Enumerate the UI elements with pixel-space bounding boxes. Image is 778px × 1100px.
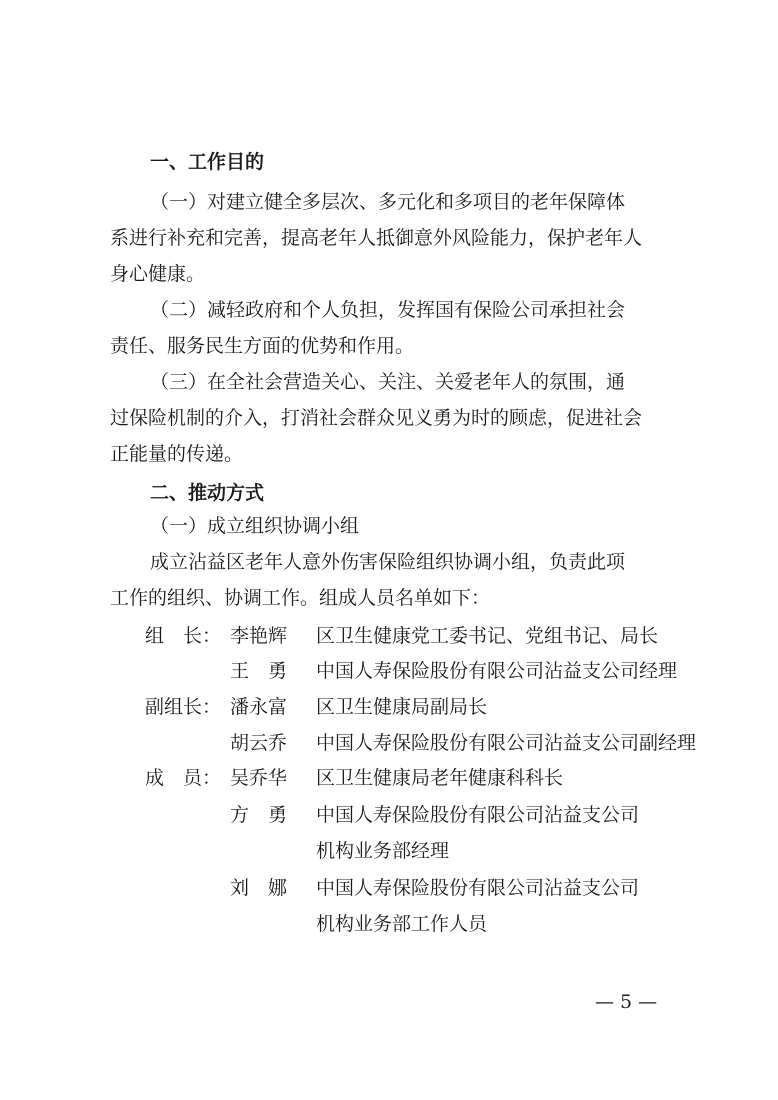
paragraph-line: （一）对建立健全多层次、多元化和多项目的老年保障体: [150, 191, 626, 213]
member-desc: 区卫生健康党工委书记、党组书记、局长: [316, 625, 659, 647]
member-desc: 中国人寿保险股份有限公司沾益支公司: [316, 804, 640, 826]
member-desc: 中国人寿保险股份有限公司沾益支公司经理: [316, 660, 678, 682]
member-role: 成 员：: [145, 767, 222, 789]
member-desc: 中国人寿保险股份有限公司沾益支公司: [316, 877, 640, 899]
section-heading-1: 一、工作目的: [150, 151, 265, 173]
paragraph-3: [110, 364, 686, 472]
member-desc: 区卫生健康局老年健康科科长: [316, 767, 564, 789]
paragraph-line: （二）减轻政府和个人负担，发挥国有保险公司承担社会: [150, 299, 626, 321]
member-name: 吴乔华: [230, 767, 288, 789]
paragraph-line: 责任、服务民生方面的优势和作用。: [110, 335, 415, 357]
member-desc: 中国人寿保险股份有限公司沾益支公司副经理: [316, 732, 697, 754]
paragraph-line: 正能量的传递。: [110, 443, 244, 465]
member-desc: 机构业务部工作人员: [316, 913, 488, 935]
section-heading-2: 二、推动方式: [150, 482, 265, 504]
member-name: 李艳辉: [230, 625, 288, 647]
paragraph-line: 身心健康。: [110, 263, 206, 285]
member-name: 潘永富: [230, 696, 288, 718]
member-role: 组 长：: [145, 625, 222, 647]
member-desc: 机构业务部经理: [316, 840, 450, 862]
intro-paragraph: [110, 544, 686, 616]
paragraph-line: （三）在全社会营造关心、关注、关爱老年人的氛围，通: [150, 371, 626, 393]
member-desc: 区卫生健康局副局长: [316, 696, 488, 718]
paragraph-1: [110, 184, 686, 292]
paragraph-line: 成立沾益区老年人意外伤害保险组织协调小组，负责此项: [150, 551, 626, 573]
paragraph-2: [110, 292, 686, 364]
member-role: 副组长：: [145, 696, 222, 718]
member-name: 王 勇: [230, 660, 288, 682]
member-name: 胡云乔: [230, 732, 288, 754]
paragraph-line: 工作的组织、协调工作。组成人员名单如下：: [110, 587, 491, 609]
page-number: — 5 —: [595, 991, 658, 1013]
paragraph-line: 系进行补充和完善，提高老年人抵御意外风险能力，保护老年人: [110, 227, 643, 249]
member-name: 刘 娜: [230, 877, 288, 899]
member-name: 方 勇: [230, 804, 288, 826]
subsection-heading: （一）成立组织协调小组: [150, 515, 360, 537]
paragraph-line: 过保险机制的介入，打消社会群众见义勇为时的顾虑，促进社会: [110, 407, 643, 429]
